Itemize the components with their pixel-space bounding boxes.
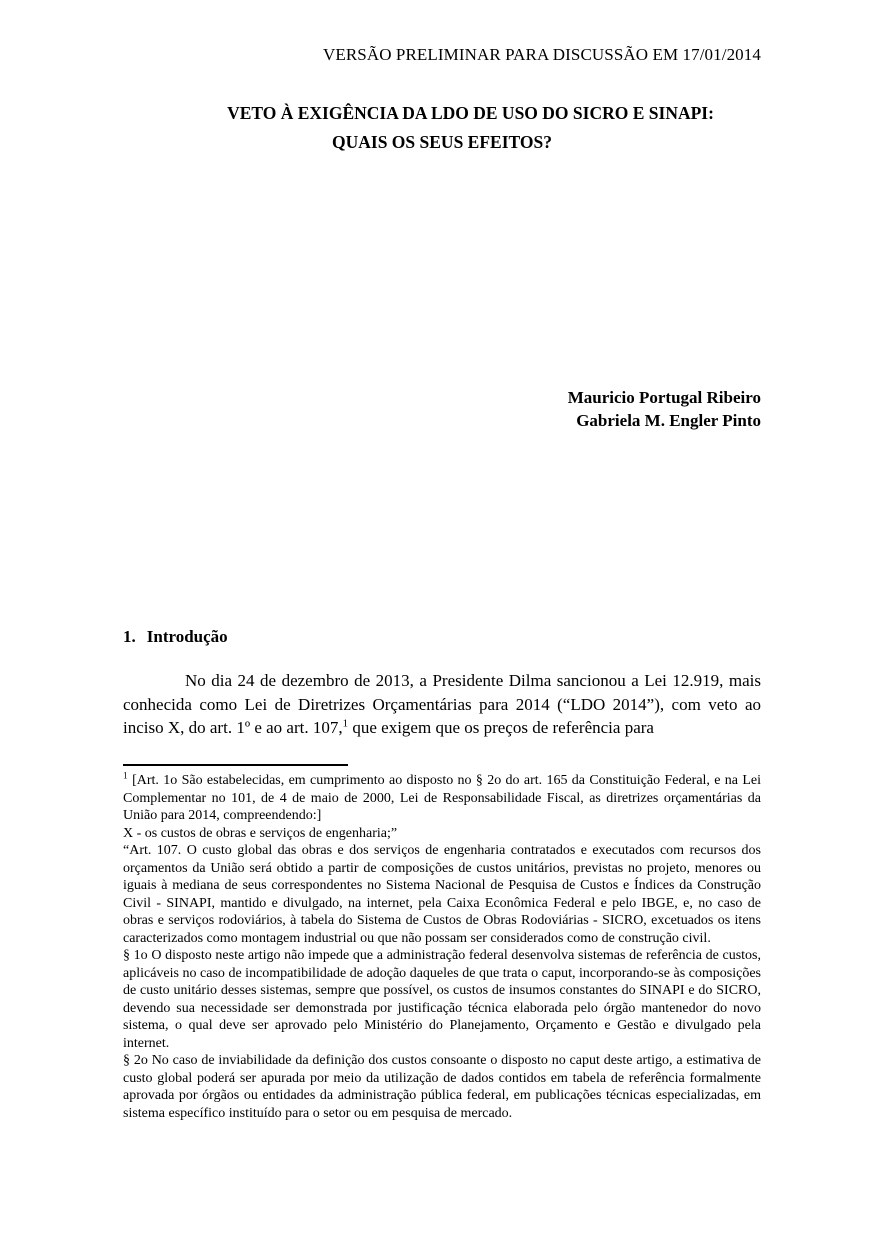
footnote-separator (123, 764, 348, 766)
section-title: Introdução (146, 627, 228, 646)
footnote-text-1: [Art. 1o São estabelecidas, em cumprimento ao disposto no § 2o do art. 165 da Constituição Federal, e na Lei Complementar no 101, de 4 de maio de 2000, Lei de Responsabilidade Fiscal, as diretrizes orçamentárias da União para 2014, compreendendo:] (123, 773, 762, 823)
document-title (123, 99, 761, 157)
author-name-1: Mauricio Portugal Ribeiro (567, 388, 761, 407)
paragraph-text-after-ref: que exigem que os preços de referência para (348, 718, 654, 737)
footnote-block-5: § 2o No caso de inviabilidade da definição dos custos consoante o disposto no caput deste artigo, a estimativa de custo global poderá ser apurada por meio da utilização de dados contidos em tabela de referência formalmente aprovada por órgãos ou entidades da administração pública federal, em publicações técnicas especializadas, em sistema específico instituído para o setor ou em pesquisa de mercado. (123, 1053, 761, 1121)
footnote-block-2: X - os custos de obras e serviços de engenharia;” (123, 825, 398, 841)
footnote (123, 772, 761, 1122)
footnote-block-4: § 1o O disposto neste artigo não impede que a administração federal desenvolva sistemas de referência de custos, aplicáveis no caso de incompatibilidade de adoção daqueles de que trata o caput, incorporando-se às composições de custo unitário desses sistemas, sempre que possível, os custos de insumos constantes do SINAPI e do SICRO, devendo sua necessidade ser demonstrada por justificação técnica elaborada pelo órgão mantenedor do novo sistema, o qual deve ser aprovado pelo Ministério do Planejamento, Orçamento e Gestão e divulgado pela internet. (123, 948, 761, 1051)
body-paragraph (123, 669, 761, 740)
author-name-2: Gabriela M. Engler Pinto (576, 410, 761, 430)
section-heading (123, 627, 761, 647)
draft-version-header: VERSÃO PRELIMINAR PARA DISCUSSÃO EM 17/01/2014 (322, 45, 761, 64)
authors-block (123, 387, 761, 432)
footnote-block-3: “Art. 107. O custo global das obras e dos serviços de engenharia contratados e executados com recursos dos orçamentos da União será obtido a partir de composições de custos unitários, previstas no projeto, menores ou iguais à mediana de seus correspondentes no Sistema Nacional de Pesquisa de Custos e Índices da Construção Civil - SINAPI, mantido e divulgado, na internet, pela Caixa Econômica Federal e pelo IBGE, e, no caso de obras e serviços rodoviários, à tabela do Sistema de Custos de Obras Rodoviárias - SICRO, excetuados os itens caracterizados como montagem industrial ou que não possam ser considerados como de construção civil. (123, 843, 761, 946)
document-title-line1: VETO À EXIGÊNCIA DA LDO DE USO DO SICRO E SINAPI: (227, 103, 714, 123)
footnote-marker: 1 (123, 771, 128, 782)
footnote-reference: 1 (342, 717, 349, 730)
section-number: 1. (123, 627, 136, 646)
footnote-block-1 (123, 772, 761, 825)
paragraph-text-before-ref: No dia 24 de dezembro de 2013, a Presidente Dilma sancionou a Lei 12.919, mais conhecida como Lei de Diretrizes Orçamentárias para 2014 (“LDO 2014”), com veto ao inciso X, do art. 1º e ao art. 107, (123, 671, 761, 737)
document-title-line2: QUAIS OS SEUS EFEITOS? (332, 132, 552, 152)
